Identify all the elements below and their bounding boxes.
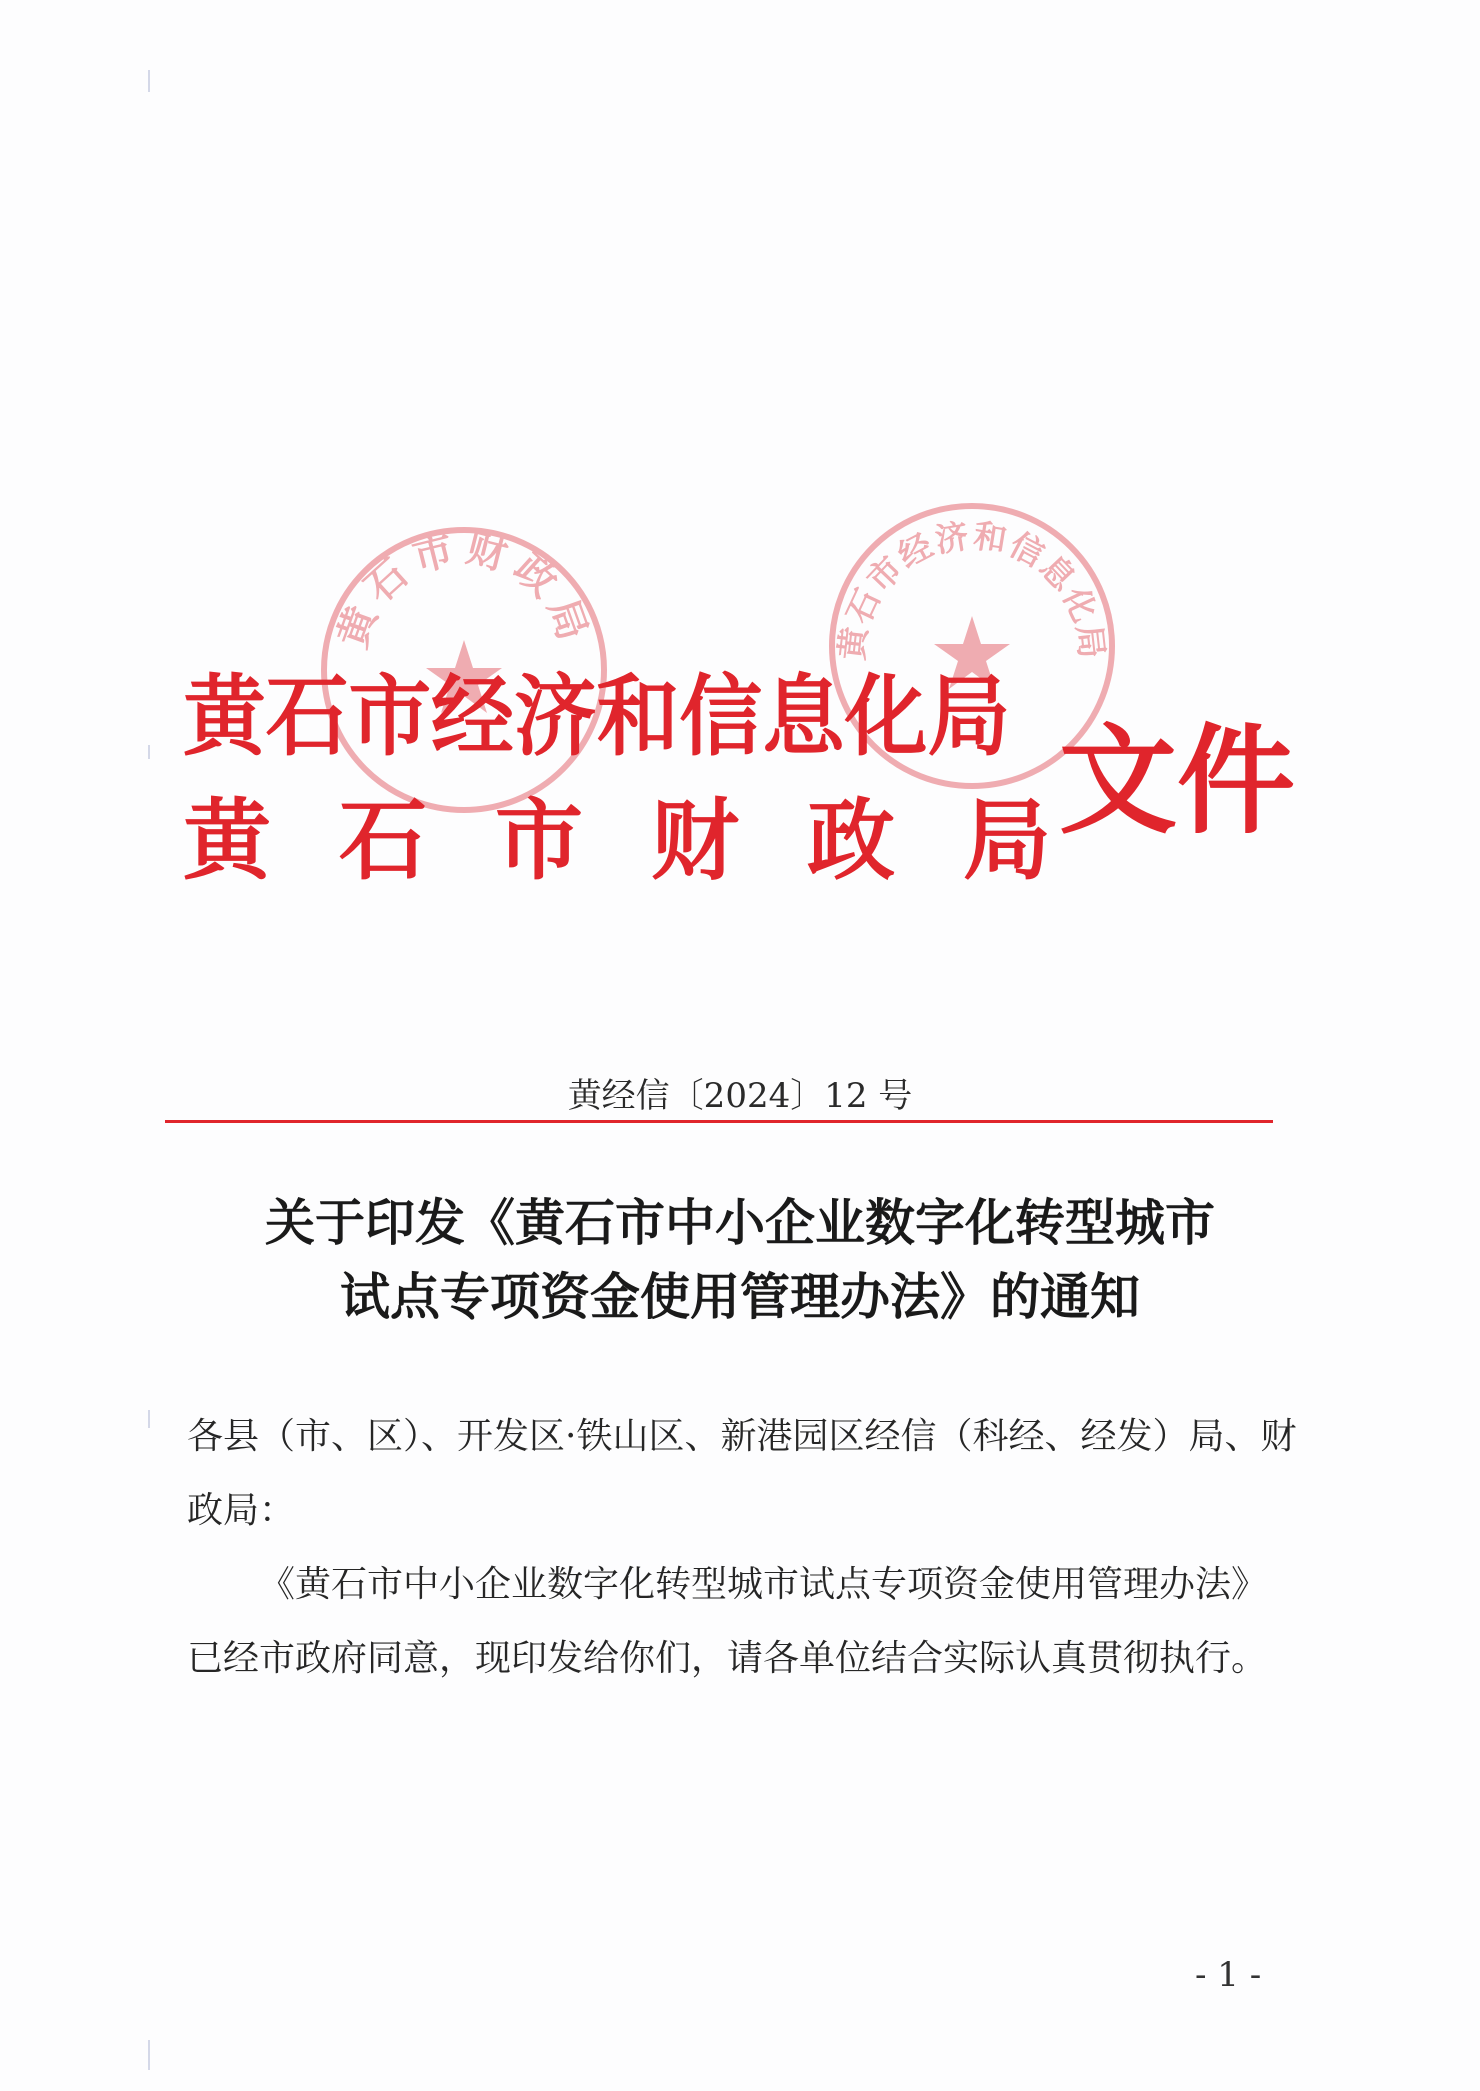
issuer-line-economy-bureau: 黄石市经济和信息化局 [183, 664, 1011, 768]
scan-mark [148, 2040, 150, 2070]
addressee: 各县（市、区）、开发区·铁山区、新港园区经信（科经、经发）局、财政局： [187, 1416, 1297, 1531]
page-number: - 1 - [1195, 1955, 1262, 1995]
document-number: 黄经信〔2024〕12 号 [567, 1076, 913, 1116]
document-title-line-2: 试点专项资金使用管理办法》的通知 [340, 1267, 1140, 1326]
red-divider-line [165, 1120, 1273, 1123]
scan-mark [148, 70, 150, 92]
letterhead [183, 664, 1296, 932]
scan-mark [148, 745, 150, 759]
body-paragraph: 《黄石市中小企业数字化转型城市试点专项资金使用管理办法》已经市政府同意，现印发给你们，请各单位结合实际认真贯彻执行。 [187, 1564, 1268, 1679]
seal-text: 黄石市财政局 [328, 524, 600, 654]
letterhead-suffix: 文件 [1059, 711, 1296, 850]
svg-text:黄石市财政局 [329, 524, 599, 654]
issuer-line-finance-bureau: 黄石市财政局 [183, 788, 1120, 892]
scan-mark [148, 1410, 150, 1428]
document-title-line-1: 关于印发《黄石市中小企业数字化转型城市 [265, 1193, 1215, 1252]
seal-text: 黄石市经济和信息化局 [831, 515, 1113, 663]
